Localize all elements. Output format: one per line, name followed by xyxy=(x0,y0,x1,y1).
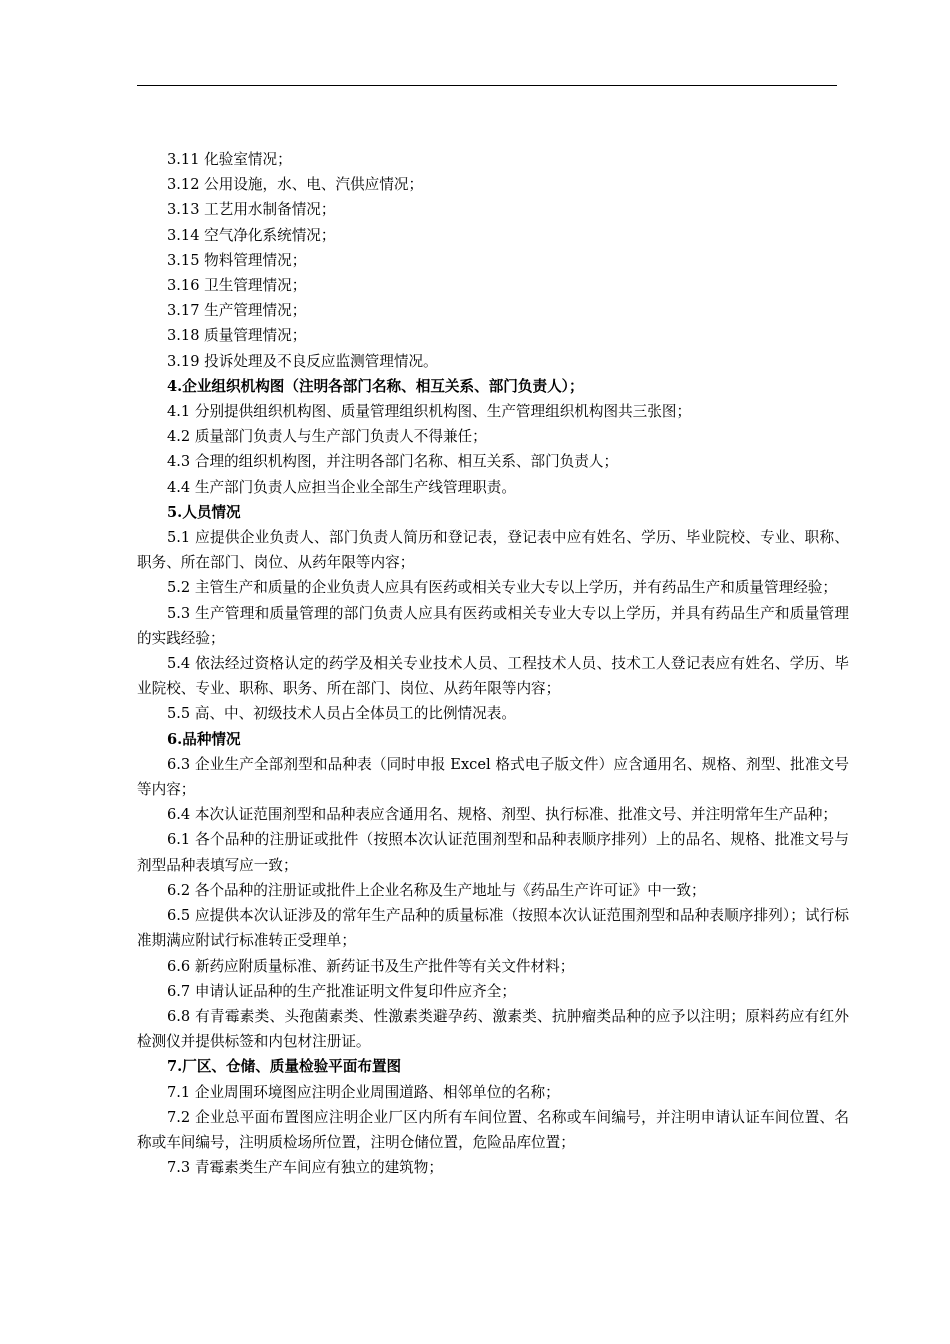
section-heading: 5.人员情况 xyxy=(167,503,241,521)
list-item: 3.16 卫生管理情况； xyxy=(167,277,307,295)
paragraph: 5.3 生产管理和质量管理的部门负责人应具有医药或相关专业大专以上学历，并具有药品生产和质量管理的实践经验； xyxy=(137,604,849,647)
list-item: 3.12 公用设施，水、电、汽供应情况； xyxy=(167,176,424,194)
list-item: 4.2 质量部门负责人与生产部门负责人不得兼任； xyxy=(167,428,487,446)
list-item: 3.13 工艺用水制备情况； xyxy=(167,201,336,219)
paragraph: 7.3 青霉素类生产车间应有独立的建筑物； xyxy=(167,1159,443,1177)
paragraph: 6.1 各个品种的注册证或批件（按照本次认证范围剂型和品种表顺序排列）上的品名、规格、批准文号与剂型品种表填写应一致； xyxy=(137,831,849,874)
paragraph: 6.3 企业生产全部剂型和品种表（同时申报 Excel 格式电子版文件）应含通用名、规格、剂型、批准文号等内容； xyxy=(137,755,849,799)
list-item: 4.3 合理的组织机构图，并注明各部门名称、相互关系、部门负责人； xyxy=(167,453,619,471)
section-heading: 6.品种情况 xyxy=(167,730,241,748)
list-item: 3.19 投诉处理及不良反应监测管理情况。 xyxy=(167,352,438,370)
list-item: 3.18 质量管理情况； xyxy=(167,327,307,345)
list-item: 4.4 生产部门负责人应担当企业全部生产线管理职责。 xyxy=(167,478,516,496)
paragraph: 7.1 企业周围环境图应注明企业周围道路、相邻单位的名称； xyxy=(167,1083,560,1101)
paragraph: 7.2 企业总平面布置图应注明企业厂区内所有车间位置、名称或车间编号，并注明申请认证车间位置、名称或车间编号，注明质检场所位置，注明仓储位置，危险品库位置； xyxy=(137,1108,849,1151)
list-item: 4.1 分别提供组织机构图、质量管理组织机构图、生产管理组织机构图共三张图； xyxy=(167,403,692,421)
list-item: 3.17 生产管理情况； xyxy=(167,302,307,320)
paragraph: 6.6 新药应附质量标准、新药证书及生产批件等有关文件材料； xyxy=(167,957,575,975)
paragraph: 6.2 各个品种的注册证或批件上企业名称及生产地址与《药品生产许可证》中一致； xyxy=(167,881,706,899)
paragraph: 5.5 高、中、初级技术人员占全体员工的比例情况表。 xyxy=(167,705,516,723)
document-body xyxy=(137,147,849,1180)
paragraph: 6.8 有青霉素类、头孢菌素类、性激素类避孕药、激素类、抗肿瘤类品种的应予以注明；原料药应有红外检测仪并提供标签和内包材注册证。 xyxy=(137,1007,849,1051)
section-heading: 4.企业组织机构图（注明各部门名称、相互关系、部门负责人）； xyxy=(167,377,584,395)
list-item: 3.14 空气净化系统情况； xyxy=(167,226,336,244)
list-item: 3.11 化验室情况； xyxy=(167,151,292,168)
list-item: 3.15 物料管理情况； xyxy=(167,251,307,269)
paragraph: 5.4 依法经过资格认定的药学及相关专业技术人员、工程技术人员、技术工人登记表应有姓名、学历、毕业院校、专业、职称、职务、所在部门、岗位、从药年限等内容； xyxy=(137,655,849,698)
paragraph: 6.4 本次认证范围剂型和品种表应含通用名、规格、剂型、执行标准、批准文号、并注明常年生产品种； xyxy=(167,806,837,824)
paragraph: 6.5 应提供本次认证涉及的常年生产品种的质量标准（按照本次认证范围剂型和品种表顺序排列）；试行标准期满应附试行标准转正受理单； xyxy=(137,907,849,950)
header-rule xyxy=(137,85,837,86)
paragraph: 5.2 主管生产和质量的企业负责人应具有医药或相关专业大专以上学历，并有药品生产和质量管理经验； xyxy=(167,579,837,597)
paragraph: 5.1 应提供企业负责人、部门负责人简历和登记表，登记表中应有姓名、学历、毕业院校、专业、职称、职务、所在部门、岗位、从药年限等内容； xyxy=(137,529,849,572)
paragraph: 6.7 申请认证品种的生产批准证明文件复印件应齐全； xyxy=(167,982,516,1000)
section-heading: 7.厂区、仓储、质量检验平面布置图 xyxy=(167,1058,402,1076)
